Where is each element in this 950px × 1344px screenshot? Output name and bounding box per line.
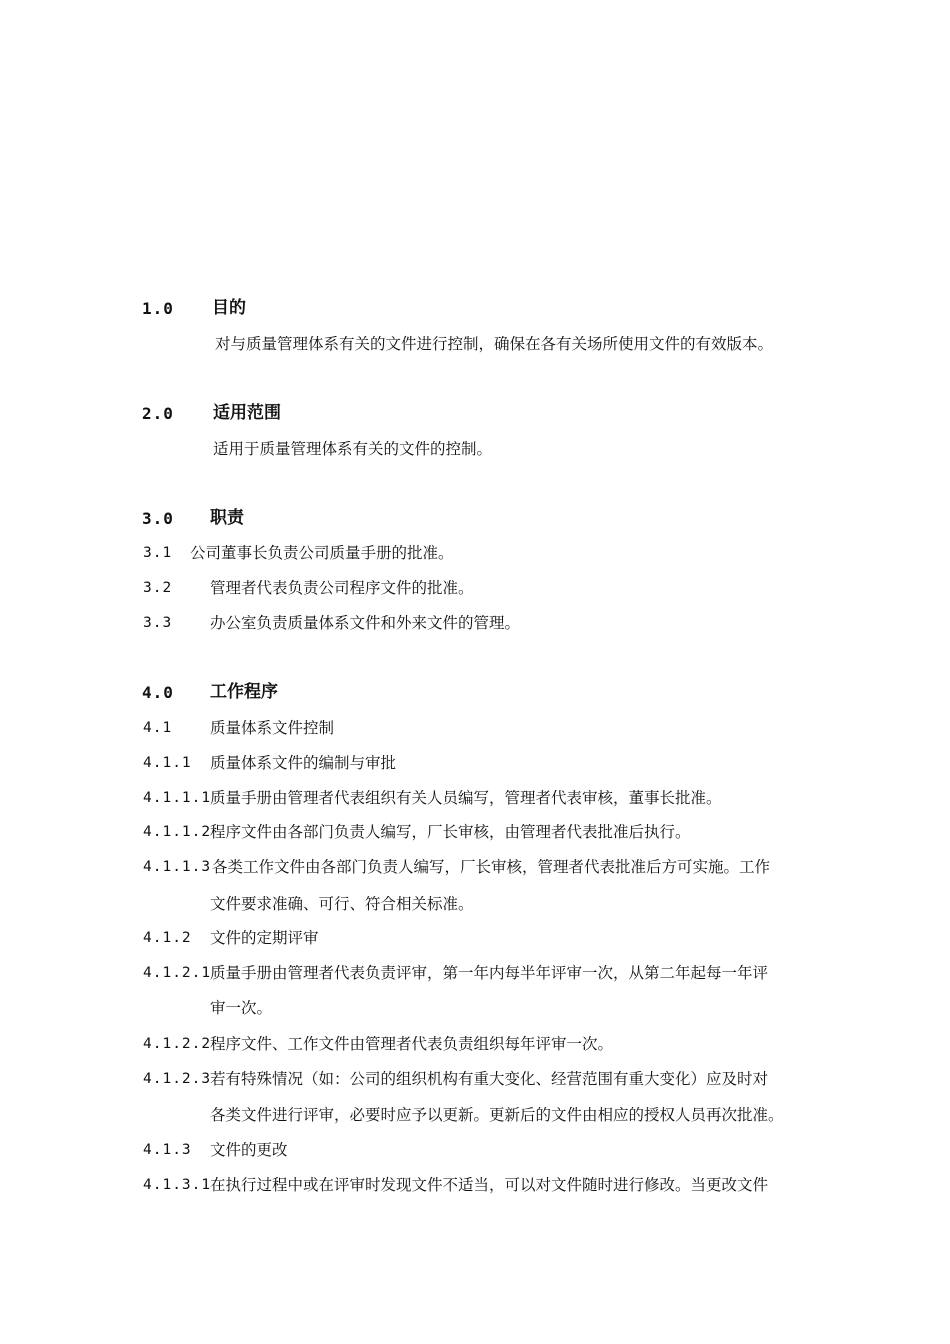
section-number: 3.0 (142, 509, 174, 528)
section-number: 4.0 (142, 683, 174, 702)
item-number: 4.1.1.3 (143, 859, 212, 875)
item-text: 质量体系文件的编制与审批 (210, 754, 397, 772)
item-number: 4.1.3.1 (143, 1177, 212, 1193)
section-title: 适用范围 (213, 403, 281, 423)
section-body: 适用于质量管理体系有关的文件的控制。 (213, 440, 493, 458)
item-number: 3.3 (143, 615, 173, 631)
item-text: 管理者代表负责公司程序文件的批准。 (210, 579, 474, 597)
item-number: 4.1 (143, 720, 173, 736)
item-text-continued: 文件要求准确、可行、符合相关标准。 (210, 895, 474, 913)
item-number: 4.1.2.3 (143, 1071, 212, 1087)
item-text: 质量体系文件控制 (210, 719, 335, 737)
item-number: 4.1.1 (143, 755, 192, 771)
section-number: 1.0 (142, 299, 174, 318)
section-title: 职责 (210, 508, 244, 528)
item-text: 公司董事长负责公司质量手册的批准。 (190, 544, 454, 562)
item-number: 4.1.2 (143, 930, 192, 946)
item-text: 程序文件、工作文件由管理者代表负责组织每年评审一次。 (210, 1035, 614, 1053)
section-title: 目的 (212, 298, 246, 318)
item-text: 质量手册由管理者代表组织有关人员编写，管理者代表审核，董事长批准。 (210, 789, 722, 807)
section-title: 工作程序 (210, 682, 278, 702)
item-text: 在执行过程中或在评审时发现文件不适当，可以对文件随时进行修改。当更改文件 (210, 1176, 769, 1194)
item-number: 4.1.2.1 (143, 965, 212, 981)
item-text: 文件的更改 (210, 1141, 288, 1159)
section-number: 2.0 (142, 404, 174, 423)
item-number: 4.1.3 (143, 1142, 192, 1158)
item-text-continued: 各类文件进行评审，必要时应予以更新。更新后的文件由相应的授权人员再次批准。 (210, 1106, 784, 1124)
item-text: 办公室负责质量体系文件和外来文件的管理。 (210, 614, 521, 632)
item-number: 4.1.1.1 (143, 790, 212, 806)
item-text: 若有特殊情况（如：公司的组织机构有重大变化、经营范围有重大变化）应及时对 (210, 1070, 769, 1088)
section-body: 对与质量管理体系有关的文件进行控制，确保在各有关场所使用文件的有效版本。 (215, 335, 774, 353)
item-number: 3.2 (143, 580, 173, 596)
item-text: 程序文件由各部门负责人编写，厂长审核，由管理者代表批准后执行。 (210, 823, 691, 841)
item-text: 质量手册由管理者代表负责评审，第一年内每半年评审一次，从第二年起每一年评 (210, 964, 769, 982)
item-text: 各类工作文件由各部门负责人编写，厂长审核，管理者代表批准后方可实施。工作 (212, 858, 771, 876)
item-number: 3.1 (143, 545, 173, 561)
item-text: 文件的定期评审 (210, 929, 319, 947)
item-number: 4.1.1.2 (143, 824, 212, 840)
item-number: 4.1.2.2 (143, 1036, 212, 1052)
item-text-continued: 审一次。 (210, 999, 273, 1017)
